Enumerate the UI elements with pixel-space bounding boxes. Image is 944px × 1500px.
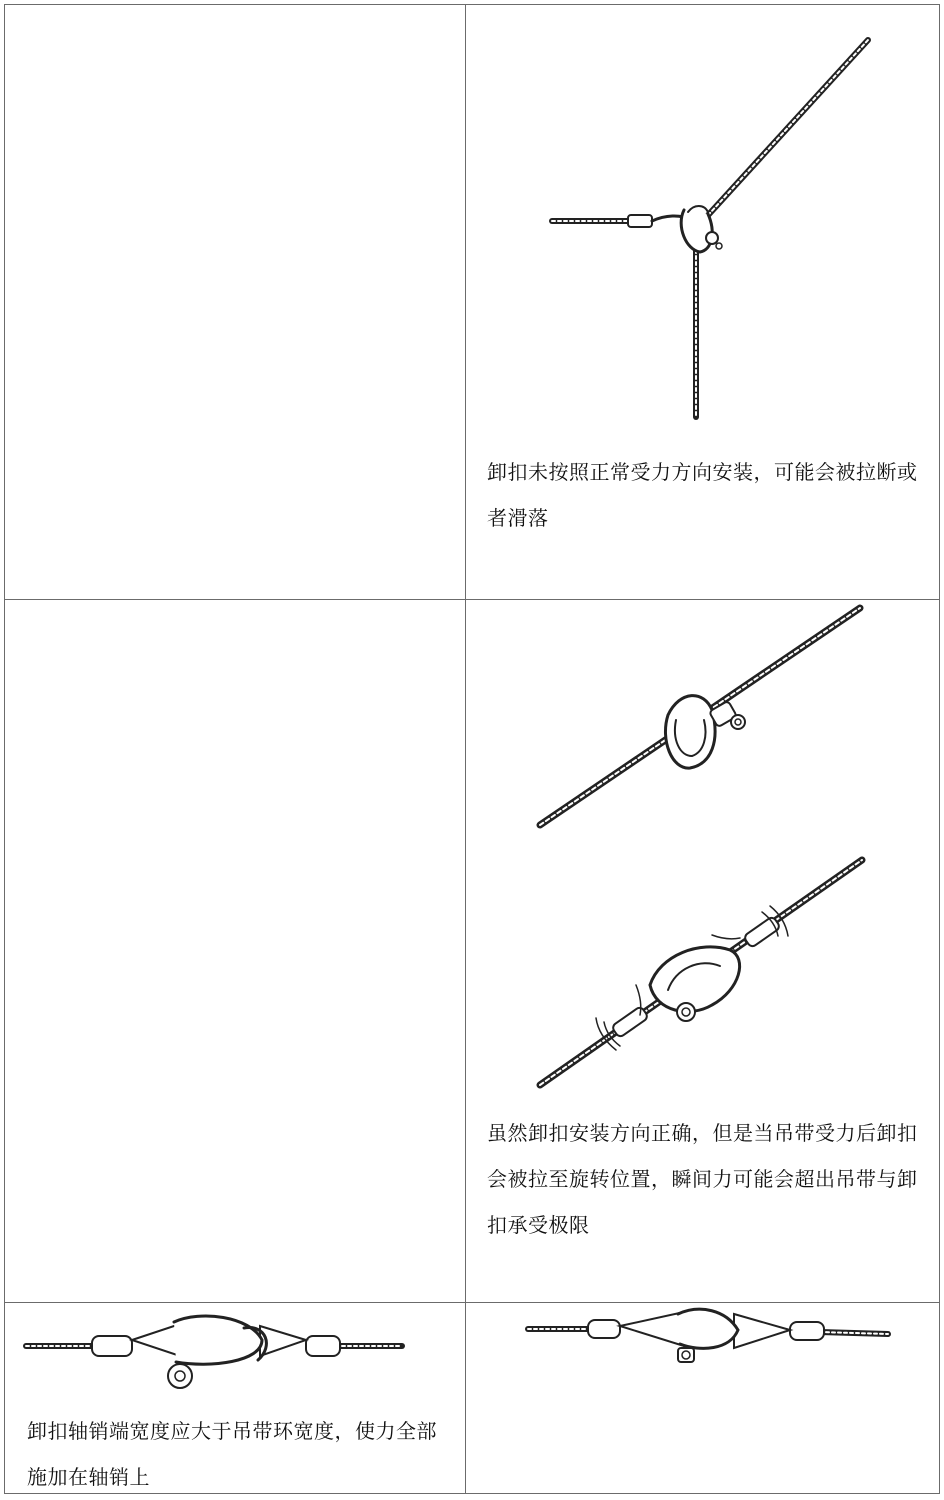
row2-left-cell	[5, 600, 464, 1301]
row1-left-cell	[5, 5, 464, 598]
row-divider-2	[5, 1302, 939, 1303]
column-divider	[465, 5, 466, 1493]
caption-rotation: 虽然卸扣安装方向正确，但是当吊带受力后卸扣会被拉至旋转位置，瞬间力可能会超出吊带与卸扣承受极限	[487, 1121, 918, 1237]
caption-pin-width: 卸扣轴销端宽度应大于吊带环宽度，使力全部施加在轴销上	[27, 1419, 437, 1489]
caption-wrong-direction: 卸扣未按照正常受力方向安装，可能会被拉断或者滑落	[487, 460, 918, 530]
